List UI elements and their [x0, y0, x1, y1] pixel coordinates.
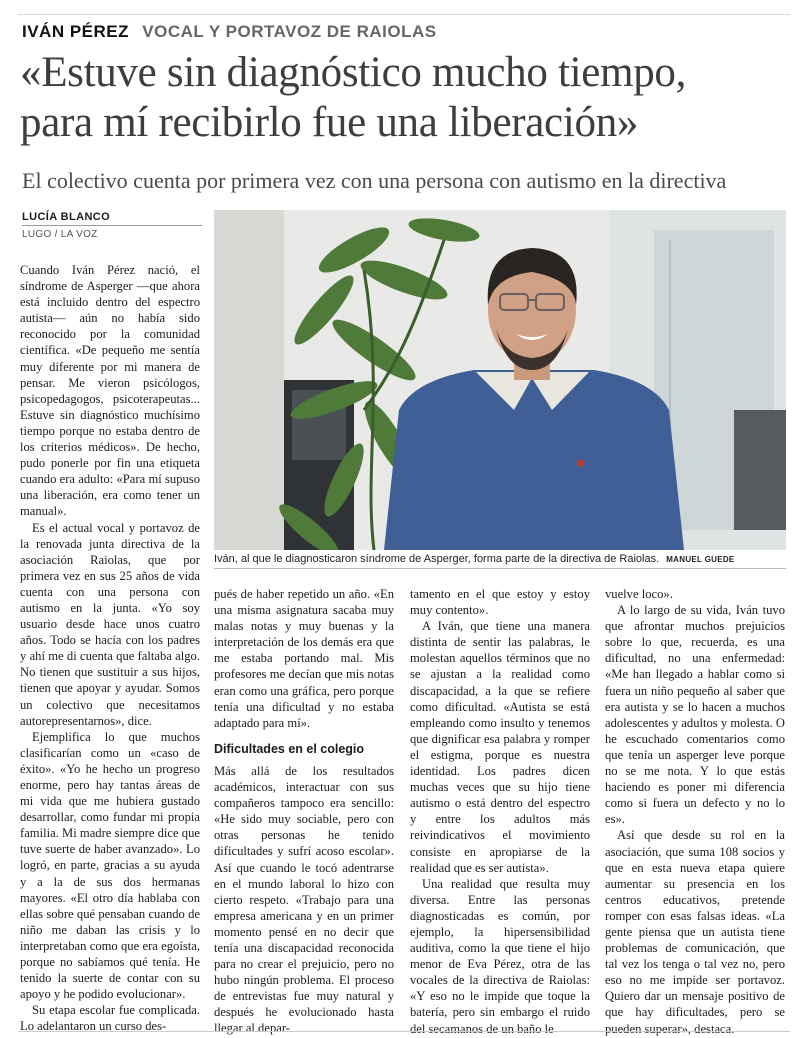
headline	[20, 48, 790, 148]
kicker-name: IVÁN PÉREZ	[22, 22, 130, 41]
headline-line-2: para mí recibirlo fue una liberación»	[20, 99, 639, 146]
byline-author: LUCÍA BLANCO	[22, 211, 202, 226]
caption-text: Iván, al que le diagnosticaron síndrome de Asperger, forma parte de la directiva de Raiolas.	[214, 553, 660, 565]
body-column-1	[20, 262, 200, 1035]
paragraph: pués de haber repetido un año. «En una misma asignatura sacaba muy malas notas y muy buenas y la interpretación de los demás era que me estaba portando mal. Mis profesores me decían que mis notas eran como una gráfica, pero porque tenía una dificultad y no estaba adaptado para mí».	[214, 587, 394, 730]
body-column-2	[214, 586, 394, 1037]
section-subheading: Dificultades en el colegio	[214, 741, 365, 756]
top-rule	[18, 14, 790, 15]
byline-location: LUGO / LA VOZ	[22, 229, 98, 240]
paragraph: Es el actual vocal y portavoz de la renovada junta directiva de la asociación Raiolas, que por primera vez en sus 25 años de vida cuenta con una persona con autismo en la junta. «Yo soy usuario desde hace unos cuatro años. Todo se hacía con los padres y ahí me di cuenta que faltaba algo. No tienen que sustituir a sus hijos, tienen que apoyar y ayudar. Somos un colectivo que necesitamos autorepresentarnos», dice.	[20, 520, 200, 728]
kicker	[22, 22, 437, 42]
body-column-3	[410, 586, 590, 1037]
paragraph: vuelve loco».	[605, 587, 673, 601]
paragraph: Cuando Iván Pérez nació, el síndrome de Asperger —que ahora está incluido dentro del espectro autista— aún no había sido reconocido por la comunidad científica. «De pequeño me sentía muy diferente por mi manera de pensar. Me vieron psicólogos, psicopedagogos, psicoterapeutas... Estuve sin diagnóstico muchísimo tiempo porque no estaba dentro de los criterios médicos». De hecho, pudo ponerle por fin una etiqueta cuando era adulto: «Para mí supuso una liberación, era como tener un manual».	[20, 263, 200, 519]
paragraph: Más allá de los resultados académicos, interactuar con sus compañeros tampoco era sencillo: «He sido muy sociable, pero con otras personas he tenido dificultades y sufrí acoso escolar». Así que cuando le tocó adentrarse en el mundo laboral lo hizo con cierto respeto. «Trabajo para una empresa americana y en un primer momento pensé en no decir que tenía una discapacidad reconocida para no crear el prejuicio, pero no hubo ningún problema. El proceso de entrevistas fue muy natural y después he evolucionado hasta llegar al depar-	[214, 763, 394, 1036]
article-photo	[214, 210, 786, 550]
paragraph: Ejemplifica lo que muchos clasificarían como un «caso de éxito». «Yo he hecho un progreso enorme, pero hay tantas áreas de mi vida que me hubiera gustado desarrollar, como fundar mi propia familia. Mi madre siempre dice que tuve suerte de haber avanzado». Lo logró, en parte, gracias a su ayuda y a la de sus dos hermanas mayores. «El otro día hablaba con ellas sobre qué pensaban cuando de niño me daban las crisis y lo interpretaban como que era egoísta, porque no sabíamos qué tenía. He tenido la suerte de contar con su apoyo y he podido evolucionar».	[20, 729, 200, 1002]
photo-caption	[214, 553, 786, 569]
portrait-illustration	[214, 210, 786, 550]
paragraph: Su etapa escolar fue complicada. Lo adelantaron un curso des-	[20, 1003, 200, 1034]
body-column-4	[605, 586, 785, 1037]
kicker-role: VOCAL Y PORTAVOZ DE RAIOLAS	[142, 22, 437, 41]
headline-line-1: «Estuve sin diagnóstico mucho tiempo,	[20, 49, 687, 96]
paragraph: A Iván, que tiene una manera distinta de sentir las palabras, le molestan aquellos términos que no se ajustan a la realidad como discapacidad, a la que se refiere como dificultad. «Autista se está empleando como insulto y tenemos que dignificar esa palabra y romper el estigma, porque es nuestra identidad. Los padres dicen muchas veces que su hijo tiene autismo o está dentro del espectro y entre los adultos más reivindicativos el movimiento consiste en apropiarse de la realidad que es ser autista».	[410, 619, 590, 875]
paragraph: A lo largo de su vida, Iván tuvo que afrontar muchos prejuicios sobre lo que, recuerda, es una dificultad, no una enfermedad: «Me han llegado a hablar como si fuera un niño pequeño al saber que era autista y se lo hacen a muchos adolescentes y adultos y molesta. O he escuchado comentarios como que tenía un asperger leve porque no se me nota. Y lo que estás haciendo es poner mi diferencia como si fuera un defecto y no lo es».	[605, 603, 785, 827]
subheadline: El colectivo cuenta por primera vez con una persona con autismo en la directiva	[22, 168, 727, 193]
byline	[22, 211, 202, 240]
paragraph: Una realidad que resulta muy diversa. Entre las personas diagnosticadas es común, por ejemplo, la hipersensibilidad auditiva, como la que tiene el hijo menor de Eva Pérez, otra de las vocales de la directiva de Raiolas: «Y eso no le impide que toque la batería, pero sin embargo el ruido del secamanos de un baño le	[410, 876, 590, 1036]
bottom-rule	[18, 1031, 790, 1032]
paragraph: tamento en el que estoy y estoy muy contento».	[410, 587, 590, 618]
photo-credit: MANUEL GUEDE	[666, 555, 735, 564]
paragraph: Así que desde su rol en la asociación, que suma 108 socios y que en esta nueva etapa quiere aumentar su presencia en los centros educativos, pretende romper con esas falsas ideas. «La gente piensa que un autista tiene problemas de comunicación, que tal vez los tenga o tal vez no, pero eso no me impide ser portavoz. Quiero dar un mensaje positivo de que hay dificultades, pero se pueden superar», destaca.	[605, 828, 785, 1036]
